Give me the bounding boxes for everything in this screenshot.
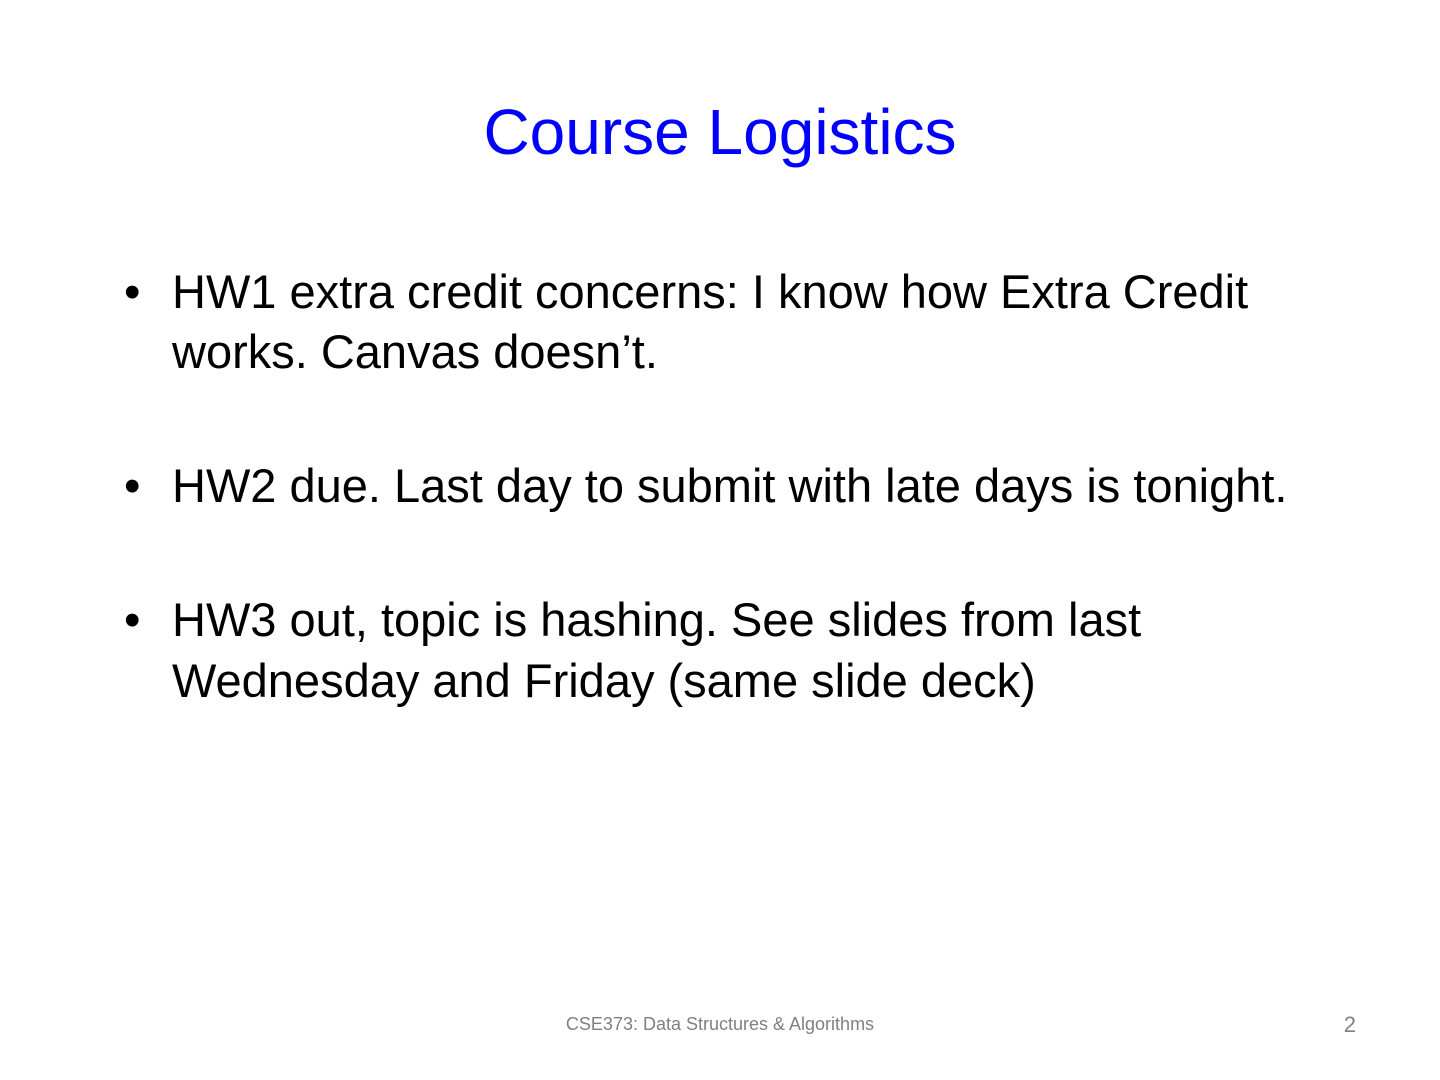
slide-footer-course: CSE373: Data Structures & Algorithms (565, 1014, 875, 1034)
slide-page-number: 2 (1343, 1012, 1356, 1037)
bullet-icon: • (124, 265, 141, 318)
list-item (110, 456, 1360, 516)
list-item-text: HW3 out, topic is hashing. See slides from last Wednesday and Friday (same slide deck) (172, 593, 1142, 707)
page-title: Course Logistics (483, 96, 957, 168)
bullet-list (110, 262, 1360, 711)
list-item (110, 262, 1360, 382)
list-item (110, 590, 1360, 710)
list-item-text: HW1 extra credit concerns: I know how Extra Credit works. Canvas doesn’t. (172, 265, 1249, 379)
bullet-icon: • (124, 459, 141, 513)
bullet-icon: • (124, 593, 141, 647)
list-item-text: HW2 due. Last day to submit with late days is tonight. (172, 459, 1288, 513)
